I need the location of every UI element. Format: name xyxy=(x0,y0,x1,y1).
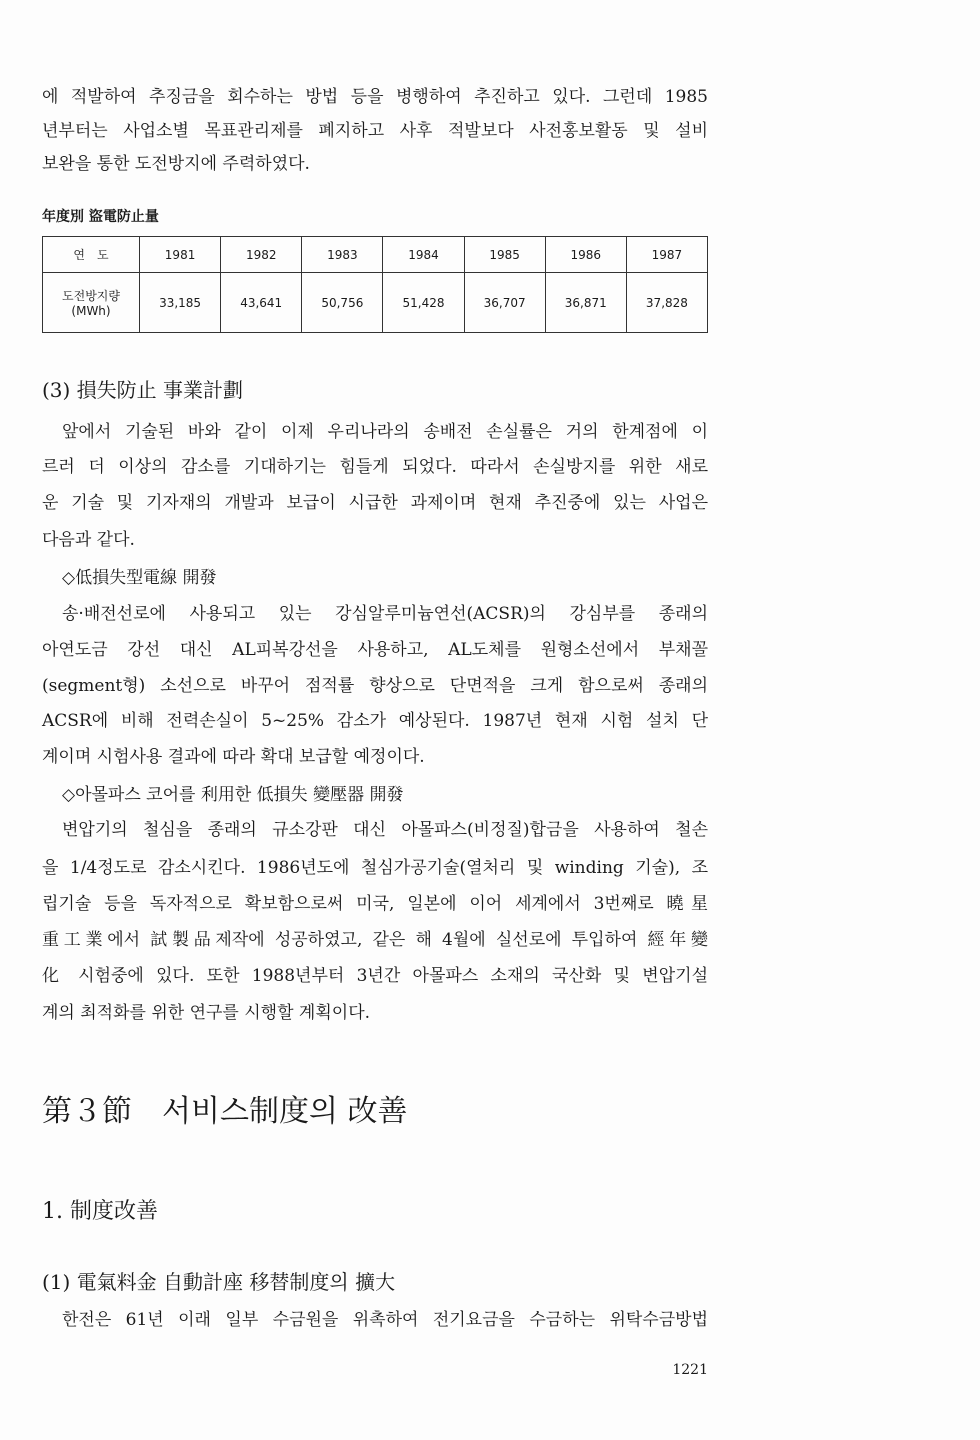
value-cell: 33,185 xyxy=(140,273,221,333)
body-line: 립기술 등을 독자적으로 확보함으로써 미국, 일본에 이어 세계에서 3번째로 曉星 xyxy=(42,894,708,914)
table-caption: 年度別 盜電防止量 xyxy=(42,209,159,225)
body-line: 다음과 같다. xyxy=(42,530,135,550)
body-line: (segment형) 소선으로 바꾸어 점적률 향상으로 단면적을 크게 함으로써 종래의 xyxy=(42,676,708,696)
body-line: 보완을 통한 도전방지에 주력하였다. xyxy=(42,154,310,174)
value-cell: 51,428 xyxy=(383,273,464,333)
section-heading: (3) 損失防止 事業計劃 xyxy=(42,378,244,402)
table-row xyxy=(43,273,708,333)
value-cell: 50,756 xyxy=(302,273,383,333)
year-cell: 1983 xyxy=(302,237,383,273)
body-line: 변압기의 철심을 종래의 규소강판 대신 아몰파스(비정질)합금을 사용하여 철손 xyxy=(62,820,708,840)
page-number: 1221 xyxy=(672,1362,708,1378)
body-line: 한전은 61년 이래 일부 수금원을 위촉하여 전기요금을 수금하는 위탁수금방법 xyxy=(62,1310,708,1330)
value-cell: 43,641 xyxy=(221,273,302,333)
table-header-row xyxy=(43,237,708,273)
row-unit: (MWh) xyxy=(71,304,111,318)
year-cell: 1982 xyxy=(221,237,302,273)
chapter-title: 第３節 서비스制度의 改善 xyxy=(42,1094,408,1129)
item-title: ◇아몰파스 코어를 利用한 低損失 變壓器 開發 xyxy=(62,785,404,805)
value-cell: 36,871 xyxy=(545,273,626,333)
row-label xyxy=(43,273,140,333)
body-line: 化 시험중에 있다. 또한 1988년부터 3년간 아몰파스 소재의 국산화 및 변압기설 xyxy=(42,966,708,986)
year-cell: 1981 xyxy=(140,237,221,273)
body-line: 르러 더 이상의 감소를 기대하기는 힘들게 되었다. 따라서 손실방지를 위한 새로 xyxy=(42,457,708,477)
body-line: 계이며 시험사용 결과에 따라 확대 보급할 예정이다. xyxy=(42,747,425,767)
body-line: 을 1/4정도로 감소시킨다. 1986년도에 철심가공기술(열처리 및 winding 기술), 조 xyxy=(42,858,708,878)
year-cell: 1985 xyxy=(464,237,545,273)
value-cell: 37,828 xyxy=(626,273,707,333)
year-cell: 1987 xyxy=(626,237,707,273)
value-cell: 36,707 xyxy=(464,273,545,333)
body-line: 송·배전선로에 사용되고 있는 강심알루미늄연선(ACSR)의 강심부를 종래의 xyxy=(62,604,708,624)
row-label-text: 도전방지량 xyxy=(62,289,120,303)
table-header-label: 연 도 xyxy=(43,237,140,273)
body-line: 重工業에서 試製品제작에 성공하였고, 같은 해 4월에 실선로에 투입하여 經年變 xyxy=(42,930,708,950)
body-line: 아연도금 강선 대신 AL피복강선을 사용하고, AL도체를 원형소선에서 부채꼴 xyxy=(42,640,708,660)
item-title: ◇低損失型電線 開發 xyxy=(62,568,217,588)
year-cell: 1986 xyxy=(545,237,626,273)
body-line: 앞에서 기술된 바와 같이 이제 우리나라의 송배전 손실률은 거의 한계점에 이 xyxy=(62,422,708,442)
body-line: 운 기술 및 기자재의 개발과 보급이 시급한 과제이며 현재 추진중에 있는 사업은 xyxy=(42,493,708,513)
subsection-title: 1. 制度改善 xyxy=(42,1199,158,1224)
body-line: 년부터는 사업소별 목표관리제를 폐지하고 사후 적발보다 사전홍보활동 및 설비 xyxy=(42,121,708,141)
theft-prevention-table xyxy=(42,236,708,333)
year-cell: 1984 xyxy=(383,237,464,273)
subsection-heading: (1) 電氣料金 自動計座 移替制度의 擴大 xyxy=(42,1270,396,1294)
body-line: ACSR에 비해 전력손실이 5~25% 감소가 예상된다. 1987년 현재 시험 설치 단 xyxy=(42,711,708,731)
body-line: 에 적발하여 추징금을 회수하는 방법 등을 병행하여 추진하고 있다. 그런데 1985 xyxy=(42,87,708,107)
body-line: 계의 최적화를 위한 연구를 시행할 계획이다. xyxy=(42,1003,371,1023)
